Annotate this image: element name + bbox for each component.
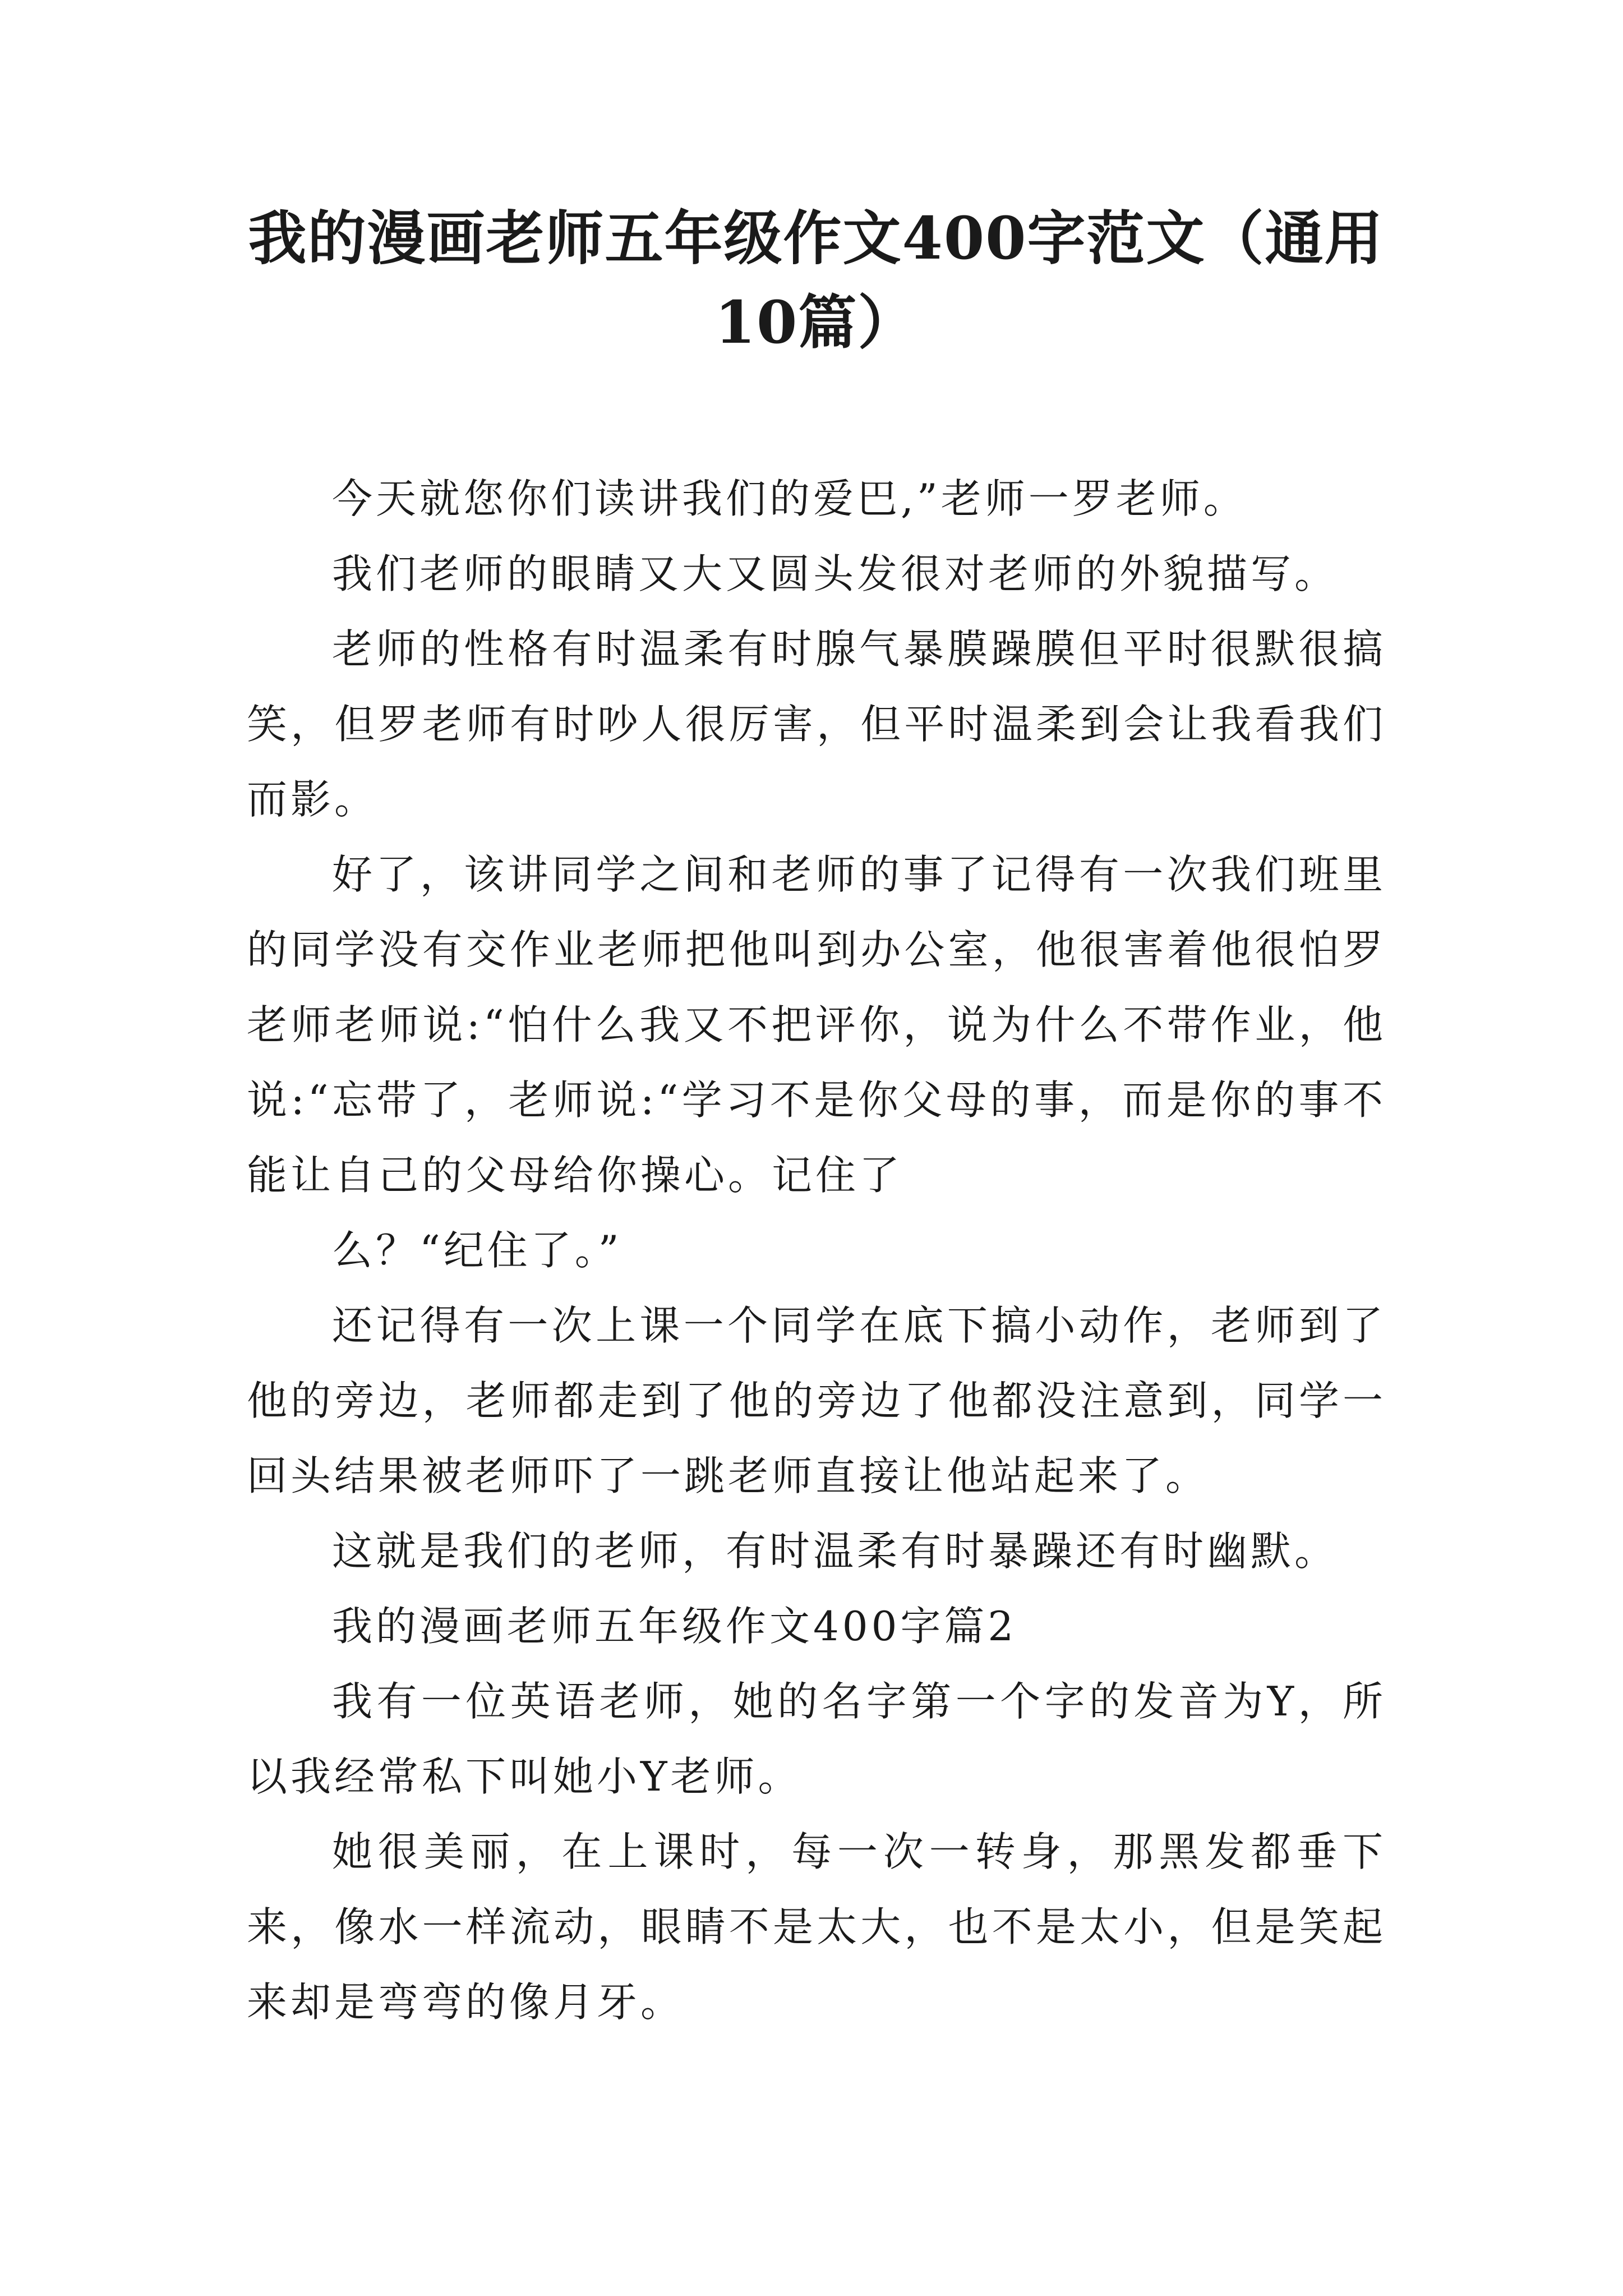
section-heading-2: 我的漫画老师五年级作文400字篇2 xyxy=(332,1603,1017,1650)
document-body xyxy=(247,461,1386,2040)
paragraph-3: 老师的性格有时温柔有时腺气暴膜躁膜但平时很默很搞笑，但罗老师有时吵人很厉害，但平时温柔到会让我看我们而影。 xyxy=(247,625,1386,823)
paragraph-6: 还记得有一次上课一个同学在底下搞小动作，老师到了他的旁边，老师都走到了他的旁边了他都没注意到，同学一回头结果被老师吓了一跳老师直接让他站起来了。 xyxy=(247,1302,1386,1499)
paragraph-1: 今天就您你们读讲我们的爱巴,”老师一罗老师。 xyxy=(332,475,1247,522)
paragraph-9: 我有一位英语老师，她的名字第一个字的发音为Y，所以我经常私下叫她小Y老师。 xyxy=(247,1678,1386,1800)
paragraph-4: 好了，该讲同学之间和老师的事了记得有一次我们班里的同学没有交作业老师把他叫到办公室，他很害着他很怕罗老师老师说:“怕什么我又不把评你，说为什么不带作业，他说:“忘带了，老师说:“学习不是你父母的事，而是你的事不能让自己的父母给你操心。记住了 xyxy=(247,851,1386,1199)
paragraph-10: 她很美丽，在上课时，每一次一转身，那黑发都垂下来，像水一样流动，眼睛不是太大，也不是太小，但是笑起来却是弯弯的像月牙。 xyxy=(247,1828,1386,2026)
paragraph-5: 么？“纪住了。” xyxy=(332,1227,623,1274)
document-title: 我的漫画老师五年级作文400字范文（通用10篇） xyxy=(248,204,1384,357)
paragraph-2: 我们老师的眼睛又大又圆头发很对老师的外貌描写。 xyxy=(332,550,1339,597)
paragraph-7: 这就是我们的老师，有时温柔有时暴躁还有时幽默。 xyxy=(332,1527,1339,1575)
